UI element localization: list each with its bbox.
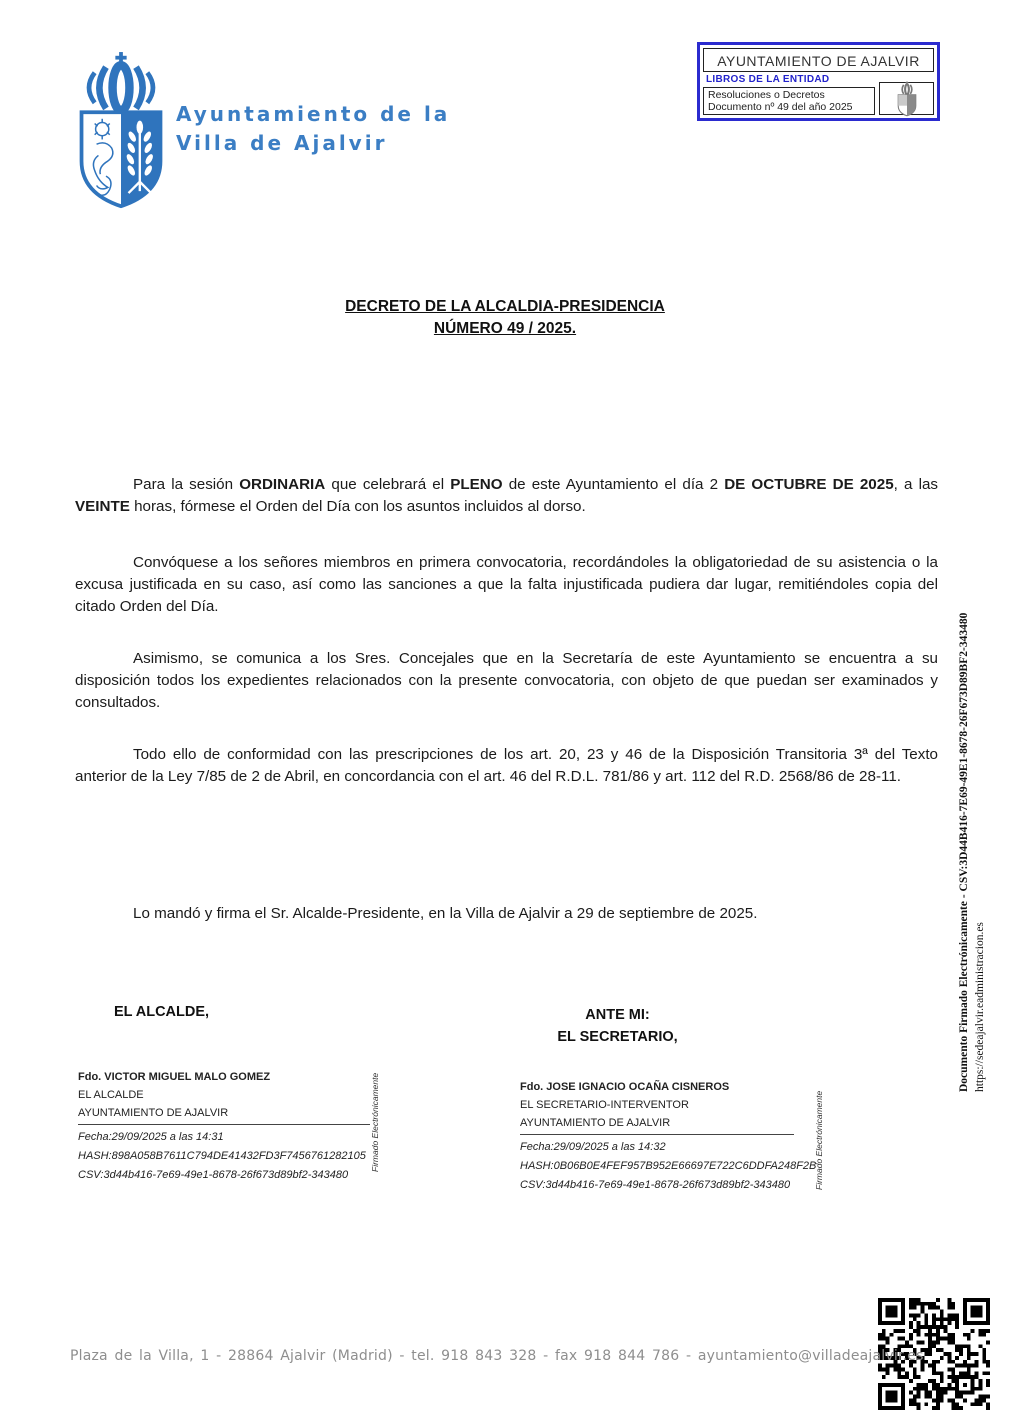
text-segment-bold: PLENO bbox=[450, 476, 503, 493]
signature-csv: CSV:3d44b416-7e69-49e1-8678-26f673d89bf2-343480 bbox=[78, 1169, 349, 1181]
text-segment: que celebrará el bbox=[325, 476, 451, 493]
signer-org: AYUNTAMIENTO DE AJALVIR bbox=[520, 1117, 671, 1129]
signature-rule bbox=[520, 1134, 794, 1135]
paragraph-convocation: Convóquese a los señores miembros en primera convocatoria, recordándoles la obligatoriedad de su asistencia o la excusa justificada en su caso, así como las sanciones a que la falta injustificada pudiera dar lugar, remitiéndoles copia del citado Orden del Día. bbox=[75, 554, 938, 615]
signer-name: Fdo. VICTOR MIGUEL MALO GOMEZ bbox=[78, 1071, 271, 1083]
text-segment: horas, fórmese el Orden del Día con los asuntos incluidos al dorso. bbox=[129, 498, 586, 515]
text-segment-bold: ORDINARIA bbox=[239, 476, 326, 493]
stamp-shield-box bbox=[879, 82, 934, 115]
stamp-title: AYUNTAMIENTO DE AJALVIR bbox=[703, 48, 934, 72]
signed-electronically-label: Firmado Electrónicamente bbox=[814, 1090, 824, 1190]
secretary-signature-block bbox=[520, 1078, 817, 1195]
signature-hash: HASH:0B06B0E4FEF957B952E66697E722C6DDFA248F2B bbox=[520, 1160, 817, 1172]
paragraph-session bbox=[75, 474, 938, 518]
document-title-line1: DECRETO DE LA ALCALDIA-PRESIDENCIA bbox=[345, 298, 665, 315]
stamp-shield-icon bbox=[894, 81, 920, 117]
org-name-line1: Ayuntamiento de la bbox=[176, 102, 451, 126]
paragraph-legal-basis: Todo ello de conformidad con las prescripciones de los art. 20, 23 y 46 de la Disposición Transitoria 3ª del Texto anterior de la Ley 7/85 de 2 de Abril, en concordancia con el art. 46 del R.D.L. 781/86 y art. 112 del R.D. 2568/86 de 28-11. bbox=[75, 746, 938, 785]
signer-role: EL ALCALDE bbox=[78, 1089, 144, 1101]
document-title bbox=[0, 296, 1010, 340]
signer-org: AYUNTAMIENTO DE AJALVIR bbox=[78, 1107, 229, 1119]
registry-stamp bbox=[697, 42, 940, 121]
paragraph-expedientes: Asimismo, se comunica a los Sres. Concejales que en la Secretaría de este Ayuntamiento se encuentra a su disposición todos los expedientes relacionados con la presente convocatoria, con objeto de que puedan ser examinados y consultados. bbox=[75, 650, 938, 711]
mayor-signature-block bbox=[78, 1068, 370, 1185]
stamp-lower-section bbox=[703, 73, 934, 115]
signer-name: Fdo. JOSE IGNACIO OCAÑA CISNEROS bbox=[520, 1081, 730, 1093]
stamp-section-label: LIBROS DE LA ENTIDAD bbox=[706, 74, 830, 85]
signed-electronically-label: Firmado Electrónicamente bbox=[370, 1072, 380, 1172]
signature-date: Fecha:29/09/2025 a las 14:32 bbox=[520, 1141, 666, 1153]
vertical-url-note: https://sedeajalvir.eadministracion.es bbox=[974, 922, 986, 1092]
vertical-csv-note: Documento Firmado Electrónicamente - CSV:3D44B416-7E69-49E1-8678-26F673D89BF2-343480 bbox=[958, 612, 970, 1092]
signature-hash: HASH:898A058B7611C794DE41432FD3F7456761282105 bbox=[78, 1150, 366, 1162]
ajalvir-coat-of-arms-icon bbox=[74, 50, 168, 212]
stamp-info bbox=[703, 87, 875, 115]
text-segment-bold: VEINTE bbox=[75, 498, 130, 515]
text-segment-bold: DE OCTUBRE DE 2025 bbox=[724, 476, 894, 493]
signature-csv: CSV:3d44b416-7e69-49e1-8678-26f673d89bf2-343480 bbox=[520, 1179, 791, 1191]
stamp-doc-number: Documento nº 49 del año 2025 bbox=[708, 101, 853, 113]
signature-date: Fecha:29/09/2025 a las 14:31 bbox=[78, 1131, 224, 1143]
stamp-doc-type: Resoluciones o Decretos bbox=[708, 89, 825, 101]
footer-contact-line: Plaza de la Villa, 1 - 28864 Ajalvir (Madrid) - tel. 918 843 328 - fax 918 844 786 - ayuntamiento@villadeajalvir.es bbox=[70, 1348, 924, 1364]
secretary-label: EL SECRETARIO, bbox=[557, 1029, 678, 1045]
secretary-heading bbox=[505, 1004, 730, 1048]
text-segment: Para la sesión bbox=[133, 476, 240, 493]
org-name bbox=[176, 100, 450, 158]
org-name-line2: Villa de Ajalvir bbox=[176, 131, 388, 155]
mayor-heading: EL ALCALDE, bbox=[114, 1004, 210, 1020]
paragraph-signing: Lo mandó y firma el Sr. Alcalde-Presidente, en la Villa de Ajalvir a 29 de septiembre de 2025. bbox=[133, 905, 758, 922]
signer-role: EL SECRETARIO-INTERVENTOR bbox=[520, 1099, 689, 1111]
text-segment: , a las bbox=[893, 476, 938, 493]
document-title-line2: NÚMERO 49 / 2025. bbox=[433, 320, 577, 337]
ante-mi-label: ANTE MI: bbox=[585, 1007, 650, 1023]
signature-rule bbox=[78, 1124, 370, 1125]
text-segment: de este Ayuntamiento el día 2 bbox=[502, 476, 725, 493]
